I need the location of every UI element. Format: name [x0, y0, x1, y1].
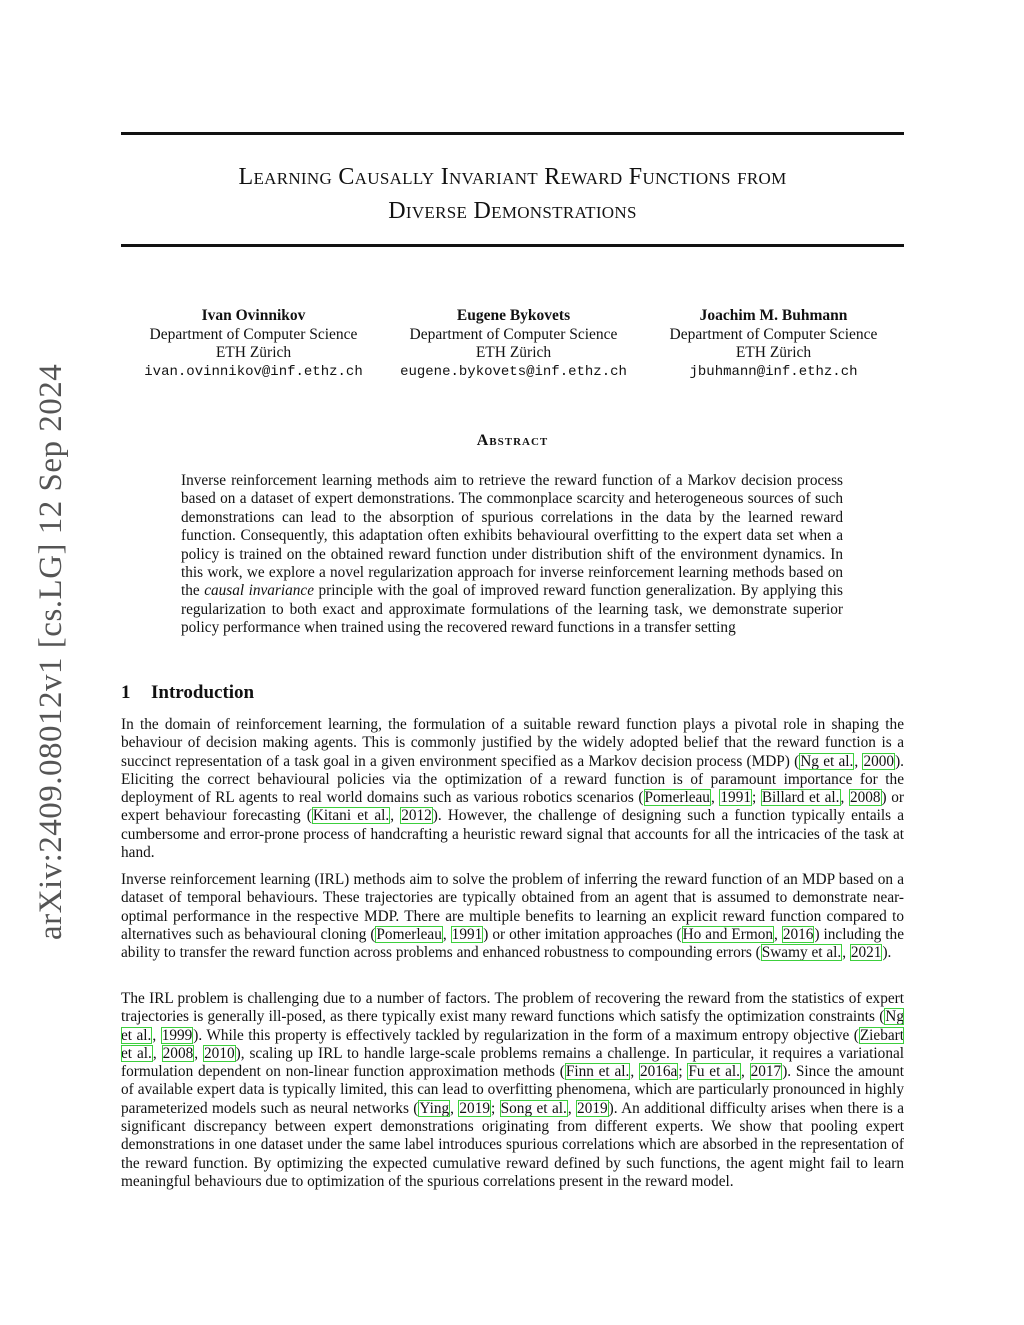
title-line-2: Diverse Demonstrations [388, 198, 637, 224]
citation-link[interactable]: Billard et al. [761, 789, 840, 807]
citation-link[interactable]: 2019 [577, 1099, 608, 1117]
citation-link[interactable]: 2008 [849, 789, 881, 807]
citation-link[interactable]: Pomerleau [644, 789, 710, 807]
author-department: Department of Computer Science [409, 325, 618, 343]
citation-link[interactable]: 2008 [162, 1044, 194, 1062]
paragraph-text: ). While this property is effectively tackled by regularization in the form of a maximum entropy objective ( [193, 1026, 859, 1044]
abstract-heading: Abstract [476, 432, 549, 449]
author-name: Eugene Bykovets [456, 307, 571, 324]
author-email: ivan.ovinnikov@inf.ethz.ch [144, 363, 363, 380]
paragraph-text: ) or other imitation approaches ( [483, 925, 682, 943]
citation-link[interactable]: 2000 [863, 752, 895, 770]
citation-link[interactable]: Ng et al. [800, 752, 854, 770]
abstract-text: Inverse reinforcement learning methods aim to retrieve the reward function of a Markov decision process based on a dataset of expert demonstrations. The commonplace scarcity and heterogeneous sources of such demonstrations can lead to the absorption of spurious correlations in the data by the learned reward function. Consequently, this adaptation often exhibits behavioural overfitting to the expert data set when a policy is trained on the obtained reward function under distribution shift of the environment dynamics. In this work, we explore a novel regularization approach for inverse reinforcement learning methods based on the [181, 472, 843, 600]
author-email: jbuhmann@inf.ethz.ch [689, 363, 858, 380]
citation-link[interactable]: 2016 [782, 925, 814, 943]
title-bottom-rule [121, 244, 904, 247]
author-institution: ETH Zürich [735, 344, 812, 361]
paragraph-text: In the domain of reinforcement learning, the formulation of a suitable reward function plays a pivotal role in shaping the behaviour of decision making agents. This is commonly justified by the widely adopted belief that the reward function is a succinct representation of a task goal in a given environment specified as a Markov decision process (MDP) ( [121, 716, 904, 770]
paragraph-text: ) or expert behaviour forecasting ( [121, 789, 905, 825]
paragraph-1: In the domain of reinforcement learning, the formulation of a suitable reward function plays a pivotal role in shaping the behaviour of decision making agents. This is commonly justified by the widely adopted belief that the reward function is a succinct representation of a task goal in a given environment specified as a Markov decision process (MDP) (Ng et al., 2000). Eliciting the correct behavioural policies via the optimization of a reward function is of paramount importance for the deployment of RL agents to real world domains such as various robotics scenarios (Pomerleau, 1991; Billard et al., 2008) or expert behaviour forecasting (Kitani et al., 2012). However, the challenge of designing such a function typically entails a cumbersome and error-prone process of handcrafting a heuristic reward signal that accounts for all the intricacies of the task at hand. [121, 716, 905, 862]
paragraph-text: ). Eliciting the correct behavioural policies via the optimization of a reward function is of paramount importance for the deployment of RL agents to real world domains such as various robotics scenarios ( [121, 752, 904, 807]
author-name: Joachim M. Buhmann [699, 307, 848, 324]
citation-link[interactable]: 2012 [401, 807, 432, 825]
section-heading [121, 682, 254, 704]
citation-link[interactable]: Song et al. [500, 1099, 567, 1117]
paper-title [121, 160, 904, 228]
title-line-1: Learning Causally Invariant Reward Functions from [238, 164, 787, 190]
citation-link[interactable]: 1991 [720, 789, 751, 807]
author-email: eugene.bykovets@inf.ethz.ch [400, 363, 627, 380]
section-number: 1 [121, 682, 131, 703]
author-institution: ETH Zürich [475, 344, 552, 361]
citation-link[interactable]: Kitani et al. [312, 807, 390, 825]
citation-link[interactable]: 1991 [451, 925, 483, 943]
citation-link[interactable]: 2010 [204, 1044, 235, 1062]
author-department: Department of Computer Science [149, 325, 358, 343]
citation-link[interactable]: 1999 [161, 1026, 193, 1044]
title-top-rule [121, 132, 904, 135]
paragraph-text: ), scaling up IRL to handle large-scale problems remains a challenge. In particular, it requires a variational formulation dependent on non-linear function approximation methods ( [121, 1044, 905, 1081]
citation-link[interactable]: 2019 [459, 1099, 490, 1117]
author-institution: ETH Zürich [215, 344, 292, 361]
paragraph-text: ). Since the amount of available expert data is typically limited, this can lead to overfitting phenomena, which are particularly pronounced in highly parameterized models such as neural networks ( [121, 1063, 904, 1117]
citation-link[interactable]: 2016a [639, 1063, 678, 1081]
abstract-text: principle with the goal of improved reward function generalization. By applying this regularization to both exact and approximate formulations of the learning task, we demonstrate superior policy performance when trained using the recovered reward functions in a transfer setting [181, 582, 844, 637]
arxiv-identifier: arXiv:2409.08012v1 [cs.LG] 12 Sep 2024 [33, 363, 69, 940]
abstract-emphasis: causal invariance [204, 582, 315, 600]
author-2 [381, 307, 646, 381]
citation-link[interactable]: Finn et al. [565, 1063, 630, 1081]
abstract-body [181, 472, 843, 638]
paragraph-text: ). However, the challenge of designing such a function typically entails a cumbersome and error-prone process of handcrafting a heuristic reward signal that accounts for all the intricacies of the task at hand. [121, 807, 905, 862]
citation-link[interactable]: 2021 [850, 944, 882, 962]
paragraph-text: Inverse reinforcement learning (IRL) methods aim to solve the problem of inferring the reward function of an MDP based on a dataset of temporal behaviours. These trajectories are typically obtained from an agent that is assumed to demonstrate near-optimal performance in the respective MDP. There are multiple benefits to learning an explicit reward function compared to alternatives such as behavioural cloning ( [121, 871, 904, 943]
citation-link[interactable]: Ziebart et al. [121, 1026, 904, 1062]
paragraph-3: The IRL problem is challenging due to a number of factors. The problem of recovering the reward from the statistics of expert trajectories is generally ill-posed, as there typically exist many reward functions which satisfy the optimization constraints (Ng et al., 1999). While this property is effectively tackled by regularization in the form of a maximum entropy objective (Ziebart et al., 2008, 2010), scaling up IRL to handle large-scale problems remains a challenge. In particular, it requires a variational formulation dependent on non-linear function approximation methods (Finn et al., 2016a; Fu et al., 2017). Since the amount of available expert data is typically limited, this can lead to overfitting phenomena, which are particularly pronounced in highly parameterized models such as neural networks (Ying, 2019; Song et al., 2019). An additional difficulty arises when there is a significant discrepancy between expert demonstrations originating from different experts. We show that pooling expert demonstrations in one dataset under the same label introduces spurious correlations which are absorbed in the representation of the reward function. By optimizing the expected cumulative reward defined by such functions, the agent might fail to learn meaningful behaviours due to optimization of the spurious correlations present in the reward model. [121, 990, 905, 1190]
author-1 [121, 307, 386, 381]
citation-link[interactable]: Swamy et al. [761, 944, 842, 962]
citation-link[interactable]: Fu et al. [688, 1063, 740, 1081]
citation-link[interactable]: Ho and Ermon [682, 925, 774, 943]
citation-link[interactable]: Ying [419, 1099, 450, 1117]
author-department: Department of Computer Science [669, 325, 878, 343]
citation-link[interactable]: Ng et al. [121, 1008, 904, 1044]
paragraph-2: Inverse reinforcement learning (IRL) methods aim to solve the problem of inferring the reward function of an MDP based on a dataset of temporal behaviours. These trajectories are typically obtained from an agent that is assumed to demonstrate near-optimal performance in the respective MDP. There are multiple benefits to learning an explicit reward function compared to alternatives such as behavioural cloning (Pomerleau, 1991) or other imitation approaches (Ho and Ermon, 2016) including the ability to transfer the reward function across problems and enhanced robustness to compounding errors (Swamy et al., 2021). [121, 871, 904, 962]
citation-link[interactable]: Pomerleau [376, 925, 442, 943]
paragraph-text: ) including the ability to transfer the reward function across problems and enhanced robustness to compounding errors ( [121, 925, 904, 962]
section-title: Introduction [151, 682, 255, 703]
citation-link[interactable]: 2017 [750, 1063, 782, 1081]
paragraph-text: The IRL problem is challenging due to a number of factors. The problem of recovering the reward from the statistics of expert trajectories is generally ill-posed, as there typically exist many reward functions which satisfy the optimization constraints ( [121, 990, 904, 1026]
author-name: Ivan Ovinnikov [201, 307, 306, 324]
paragraph-text: ). An additional difficulty arises when there is a significant discrepancy between expert demonstrations originating from different experts. We show that pooling expert demonstrations in one dataset under the same label introduces spurious correlations which are absorbed in the representation of the reward function. By optimizing the expected cumulative reward defined by such functions, the agent might fail to learn meaningful behaviours due to optimization of the spurious correlations present in the reward model. [121, 1099, 904, 1190]
paragraph-text: ). [882, 944, 892, 962]
author-3 [641, 307, 906, 381]
